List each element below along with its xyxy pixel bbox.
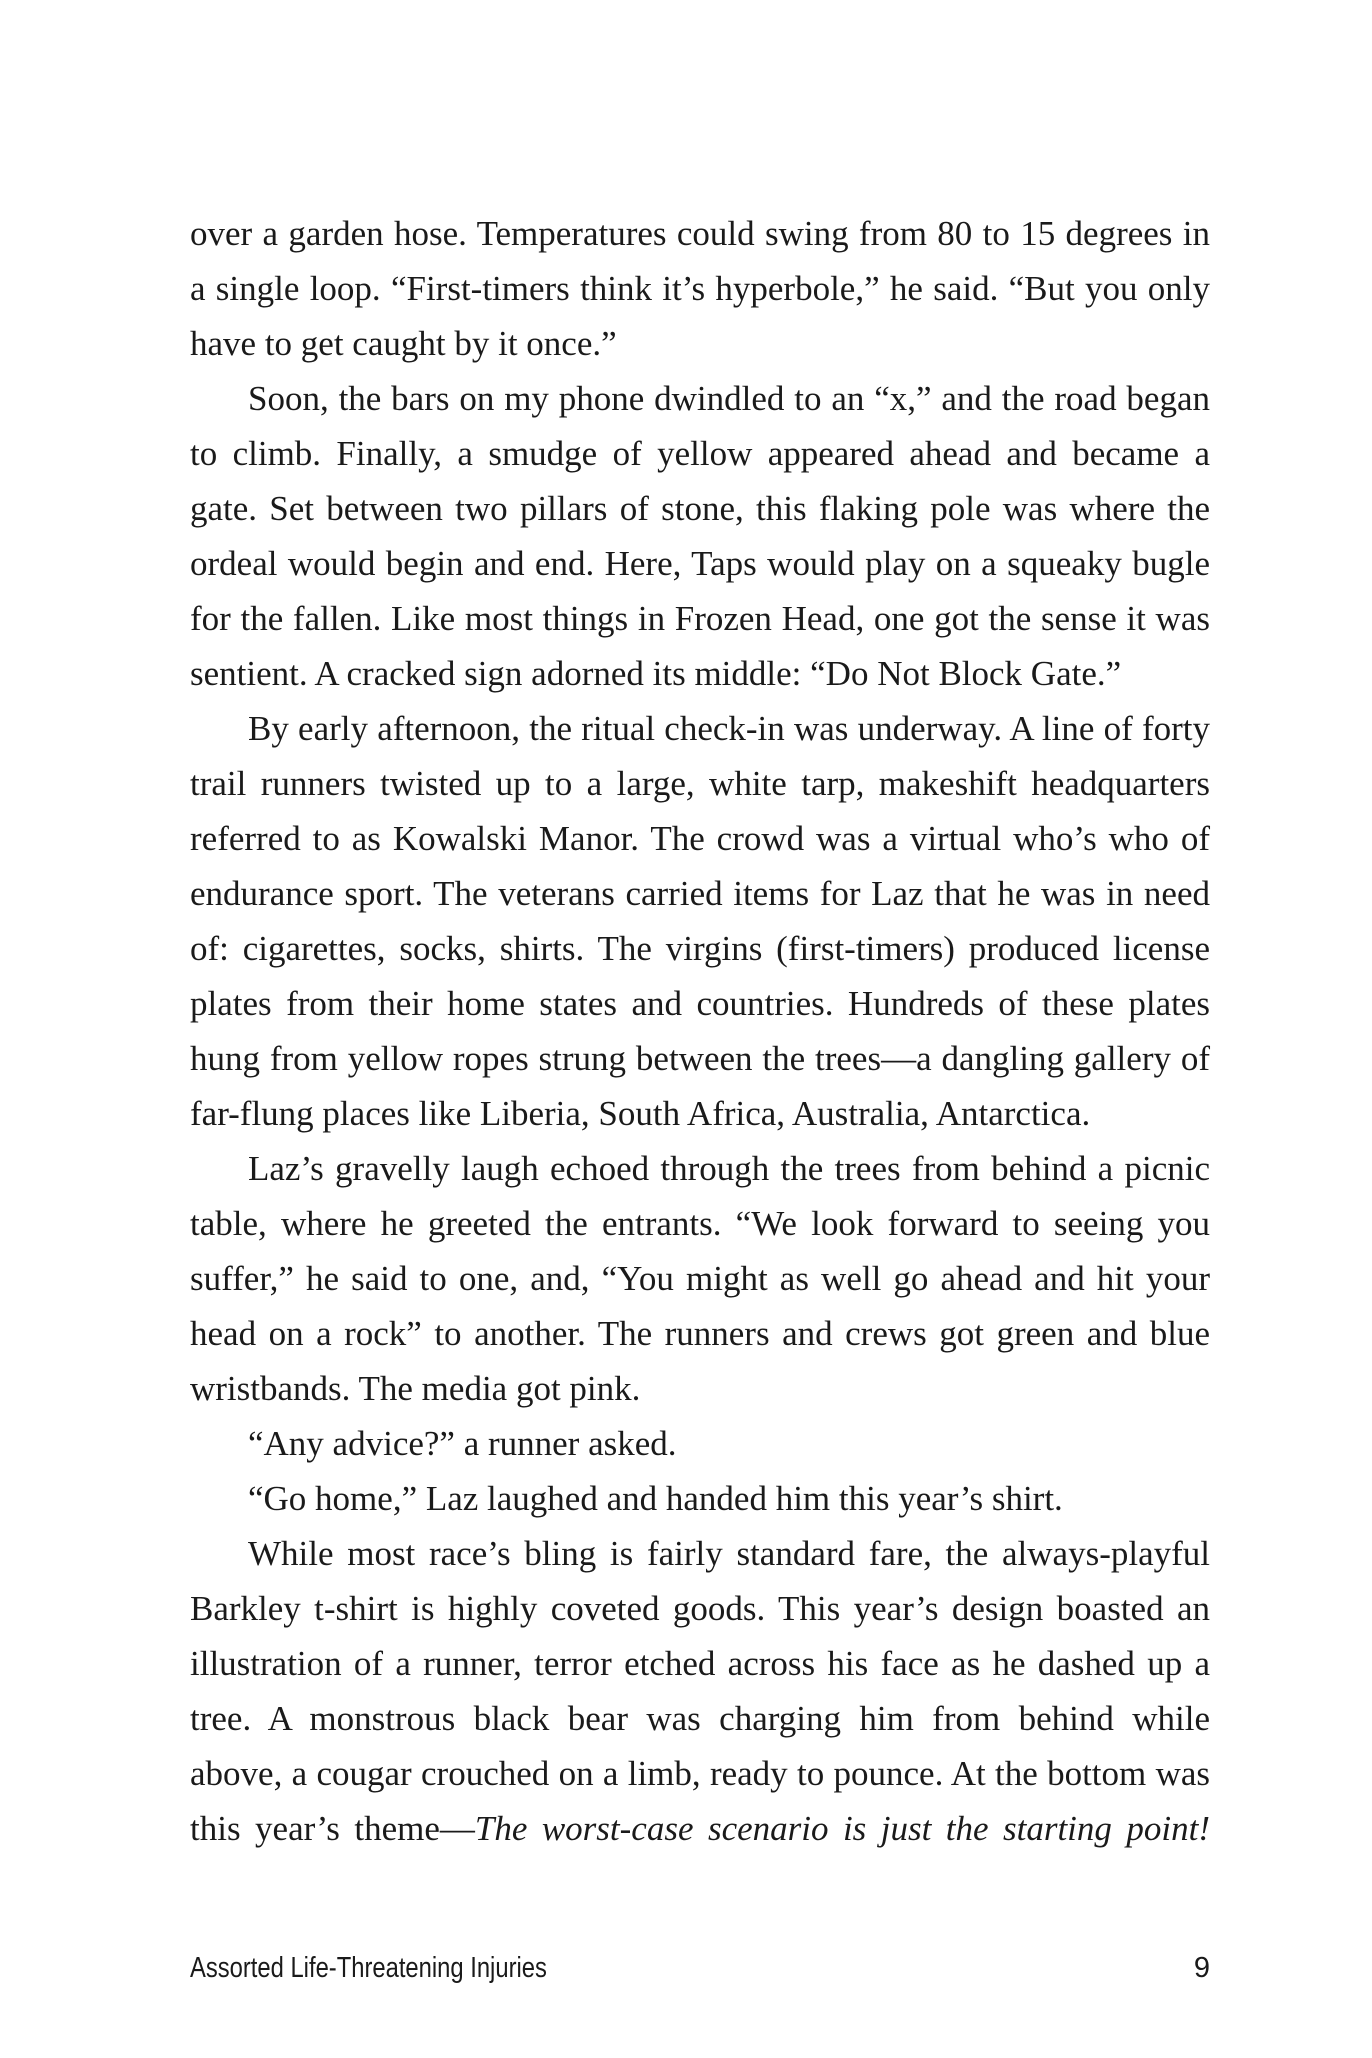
running-footer-title: Assorted Life-Threatening Injuries [190,1952,547,1984]
paragraph-7 [190,1526,1210,1856]
page-number: 9 [1193,1952,1210,1984]
body-text [190,206,1210,1856]
paragraph-2: Soon, the bars on my phone dwindled to an “x,” and the road began to climb. Finally, a smudge of yellow appeared ahead and became a gate. Set between two pillars of stone, this flaking pole was where the ordeal would begin and end. Here, Taps would play on a squeaky bugle for the fallen. Like most things in Frozen Head, one got the sense it was sentient. A cracked sign adorned its middle: “Do Not Block Gate.” [190,379,1210,693]
paragraph-7-text: While most race’s bling is fairly standard fare, the always-playful Barkley t-shirt is highly coveted goods. This year’s design boasted an illustration of a runner, terror etched across his face as he dashed up a tree. A monstrous black bear was charging him from behind while above, a cougar crouched on a limb, ready to pounce. At the bottom was this year’s theme— [190,1534,1210,1848]
page-footer [190,1952,1210,2002]
theme-italic-text: The worst-case scenario is just the starting point! [474,1809,1210,1848]
paragraph-1: over a garden hose. Temperatures could swing from 80 to 15 degrees in a single loop. “First-timers think it’s hyperbole,” he said. “But you only have to get caught by it once.” [190,214,1210,363]
paragraph-6: “Go home,” Laz laughed and handed him this year’s shirt. [248,1479,1063,1518]
paragraph-5: “Any advice?” a runner asked. [248,1424,677,1463]
paragraph-3: By early afternoon, the ritual check-in was underway. A line of forty trail runners twisted up to a large, white tarp, makeshift headquarters referred to as Kowalski Manor. The crowd was a virtual who’s who of endurance sport. The veterans carried items for Laz that he was in need of: cigarettes, socks, shirts. The virgins (first-timers) produced license plates from their home states and countries. Hundreds of these plates hung from yellow ropes strung between the trees—a dangling gallery of far-flung places like Liberia, South Africa, Australia, Antarctica. [190,709,1210,1133]
paragraph-4: Laz’s gravelly laugh echoed through the trees from behind a picnic table, where he greeted the entrants. “We look forward to seeing you suffer,” he said to one, and, “You might as well go ahead and hit your head on a rock” to another. The runners and crews got green and blue wristbands. The media got pink. [190,1149,1210,1408]
